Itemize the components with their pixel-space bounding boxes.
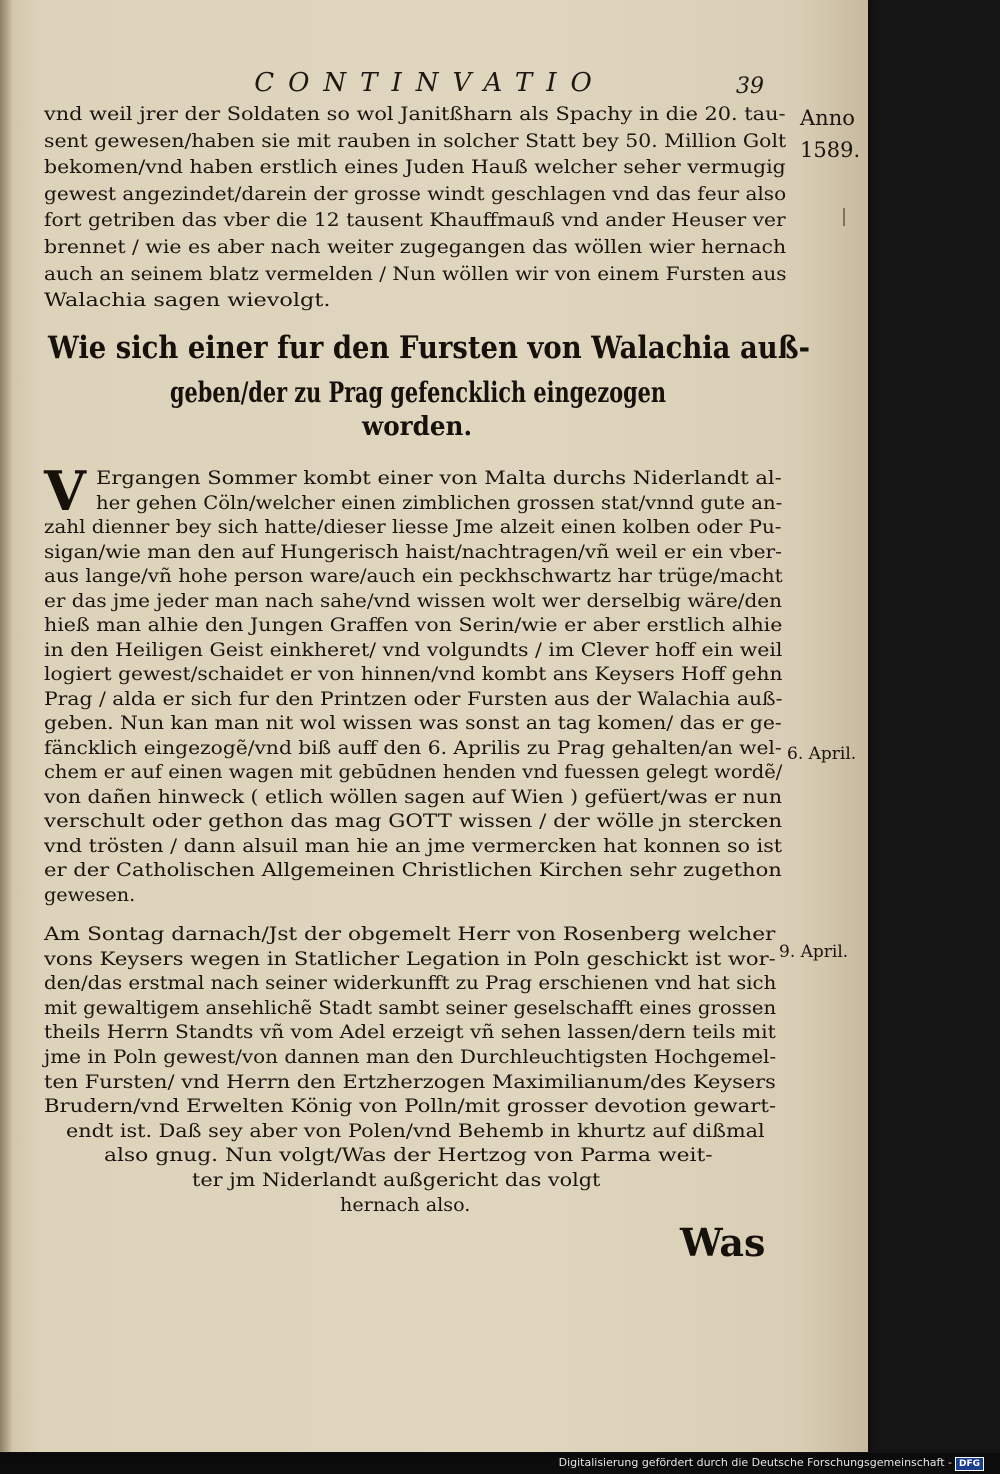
- paragraph2-line: vnd trösten / dann alsuil man hie an jme vermercken hat konnen so ist: [44, 834, 783, 857]
- paragraph3-line: mit gewaltigem ansehlichẽ Stadt sambt seiner geselschafft eines grossen: [44, 996, 777, 1019]
- margin-mark: [843, 208, 845, 226]
- paragraph2-line: Prag / alda er sich fur den Printzen oder Fursten aus der Walachia auß-: [44, 687, 783, 710]
- dfg-logo: DFG: [955, 1457, 984, 1471]
- paragraph1-line: fort getriben das vber die 12 tausent Khauffmauß vnd ander Heuser ver: [44, 209, 786, 232]
- credit-text: Digitalisierung gefördert durch die Deutsche Forschungsgemeinschaft -: [558, 1456, 952, 1469]
- catchword: Was: [680, 1220, 766, 1265]
- paragraph2-line: fäncklich eingezogẽ/vnd biß auff den 6. Aprilis zu Prag gehalten/an wel-: [44, 736, 782, 759]
- paragraph3-line: ter jm Niderlandt außgericht das volgt: [192, 1169, 601, 1191]
- paragraph2-line: chem er auf einen wagen mit gebūdnen henden vnd fuessen gelegt wordẽ/: [44, 761, 783, 783]
- section-heading-line-2: geben/der zu Prag gefencklich eingezogen: [170, 376, 666, 409]
- paragraph1-line: auch an seinem blatz vermelden / Nun wöllen wir von einem Fursten aus: [44, 262, 787, 285]
- paragraph3-line: also gnug. Nun volgt/Was der Hertzog von Parma weit-: [104, 1144, 713, 1167]
- paragraph2-line: gewesen.: [44, 883, 136, 906]
- paragraph2-line: er das jme jeder man nach sahe/vnd wissen wolt wer derselbig wäre/den: [44, 589, 782, 612]
- paragraph3-line: theils Herrn Standts vñ vom Adel erzeigt vñ sehen lassen/dern teils mit: [44, 1021, 776, 1044]
- paragraph3-line: endt ist. Daß sey aber von Polen/vnd Behemb in khurtz auf dißmal: [66, 1119, 765, 1142]
- running-head: CONTINVATIO: [254, 68, 606, 98]
- paragraph3-line: jme in Poln gewest/von dannen man den Durchleuchtigsten Hochgemel-: [44, 1046, 777, 1068]
- paragraph2-line: verschult oder gethon das mag GOTT wissen / der wölle jn stercken: [44, 810, 783, 832]
- paragraph2-line: logiert gewest/schaidet er von hinnen/vnd kombt ans Keysers Hoff gehn: [44, 663, 783, 685]
- section-heading-line-3: worden.: [362, 412, 473, 442]
- paragraph2-line: er der Catholischen Allgemeinen Christlichen Kirchen sehr zugethon: [44, 859, 782, 881]
- paragraph2-line: her gehen Cöln/welcher einen zimblichen grossen stat/vnnd gute an-: [96, 491, 783, 514]
- paragraph3-line: hernach also.: [340, 1193, 471, 1216]
- paragraph3-line: vons Keysers wegen in Statlicher Legation in Poln geschickt ist wor-: [44, 947, 776, 970]
- paragraph2-line: in den Heiligen Geist einkheret/ vnd volgundts / im Clever hoff ein weil: [44, 638, 783, 661]
- margin-anno: Anno: [800, 106, 855, 130]
- paragraph2-line: hieß man alhie den Jungen Graffen von Serin/wie er aber erstlich alhie: [44, 614, 783, 636]
- paragraph1-line: sent gewesen/haben sie mit rauben in solcher Statt bey 50. Million Golt: [44, 129, 787, 152]
- paragraph3-line: den/das erstmal nach seiner widerkunfft zu Prag erschienen vnd hat sich: [44, 972, 777, 995]
- drop-capital: V: [44, 459, 86, 523]
- paragraph2-line: von dañen hinweck ( etlich wöllen sagen auf Wien ) gefüert/was er nun: [44, 785, 783, 808]
- paragraph1-line: vnd weil jrer der Soldaten so wol Janitßharn als Spachy in die 20. tau-: [44, 103, 786, 125]
- paragraph1-line: gewest angezindet/darein der grosse windt geschlagen vnd das feur also: [44, 182, 787, 205]
- paragraph2-line: Ergangen Sommer kombt einer von Malta durchs Niderlandt al-: [96, 467, 782, 489]
- paragraph1-line: Walachia sagen wievolgt.: [44, 289, 331, 312]
- paragraph2-line: aus lange/vñ hohe person ware/auch ein peckhschwartz har trüge/macht: [44, 565, 783, 587]
- margin-date-6-april: 6. April.: [787, 744, 857, 764]
- margin-date-9-april: 9. April.: [779, 942, 849, 962]
- page-number: 39: [736, 74, 764, 99]
- paragraph2-line: sigan/wie man den auf Hungerisch haist/nachtragen/vñ weil er ein vber-: [44, 540, 782, 563]
- paragraph1-line: brennet / wie es aber nach weiter zugegangen das wöllen wier hernach: [44, 236, 787, 258]
- paragraph3-line: ten Fursten/ vnd Herrn den Ertzherzogen Maximilianum/des Keysers: [44, 1070, 776, 1093]
- section-heading-line-1: Wie sich einer fur den Fursten von Walachia auß-: [48, 330, 810, 366]
- paragraph2-line: zahl dienner bey sich hatte/dieser liesse Jme alzeit einen kolben oder Pu-: [44, 516, 782, 538]
- margin-year: 1589.: [800, 138, 861, 162]
- paragraph1-line: bekomen/vnd haben erstlich eines Juden Hauß welcher seher vermugig: [44, 156, 786, 179]
- digitization-credit: [559, 1456, 984, 1471]
- paragraph2-line: geben. Nun kan man nit wol wissen was sonst an tag komen/ das er ge-: [44, 712, 782, 734]
- paragraph3-line: Am Sontag darnach/Jst der obgemelt Herr von Rosenberg welcher: [44, 923, 776, 945]
- paragraph3-line: Brudern/vnd Erwelten König von Polln/mit grosser devotion gewart-: [44, 1095, 776, 1118]
